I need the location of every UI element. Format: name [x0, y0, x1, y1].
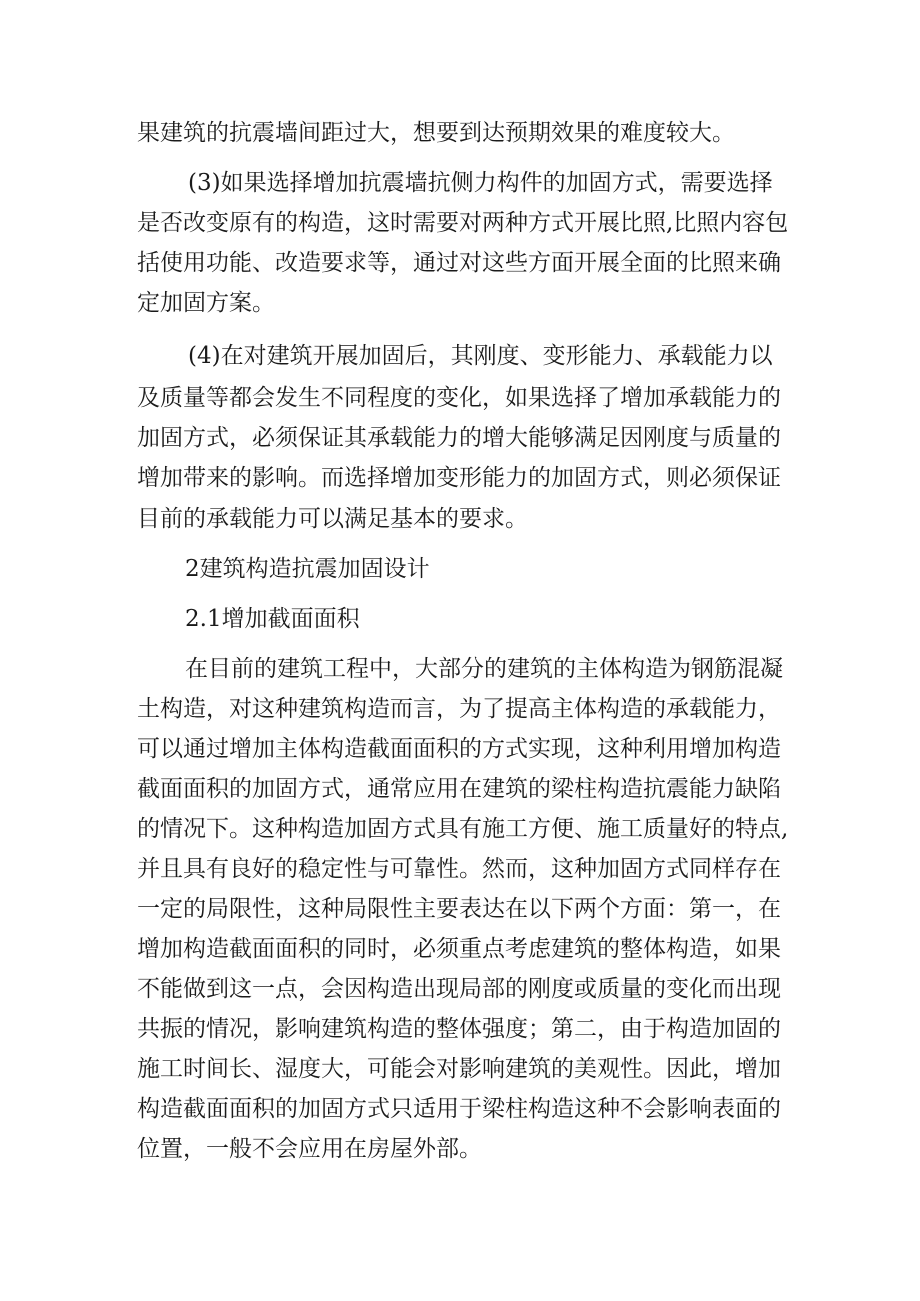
text-line: 括使用功能、改造要求等，通过对这些方面开展全面的比照来确: [137, 250, 781, 276]
text-line: 及质量等都会发生不同程度的变化，如果选择了增加承载能力的: [137, 385, 781, 411]
text-line: 位置，一般不会应用在房屋外部。: [137, 1136, 482, 1162]
text-line: 是否改变原有的构造，这时需要对两种方式开展比照,比照内容包: [137, 210, 789, 236]
text-line: 一定的局限性，这种局限性主要表达在以下两个方面：第一，在: [137, 896, 781, 922]
paragraph-line: 在目前的建筑工程中，大部分的建筑的主体构造为钢筋混凝: [185, 656, 783, 682]
subsection-heading: 2.1增加截面面积: [185, 606, 360, 632]
text-line: 并且具有良好的稳定性与可靠性。然而，这种加固方式同样存在: [137, 856, 781, 882]
text-line: 目前的承载能力可以满足基本的要求。: [137, 506, 528, 532]
text-line: 定加固方案。: [137, 290, 275, 316]
text-line: 共振的情况，影响建筑构造的整体强度；第二，由于构造加固的: [137, 1016, 781, 1042]
paragraph-4-line: (4)在对建筑开展加固后，其刚度、变形能力、承载能力以: [188, 343, 773, 369]
text-line: 不能做到这一点，会因构造出现局部的刚度或质量的变化而出现: [137, 976, 781, 1002]
text-line: 可以通过增加主体构造截面面积的方式实现，这种利用增加构造: [137, 736, 781, 762]
text-line: 果建筑的抗震墙间距过大，想要到达预期效果的难度较大。: [137, 120, 735, 146]
text-line: 的情况下。这种构造加固方式具有施工方便、施工质量好的特点,: [137, 816, 789, 842]
text-line: 增加带来的影响。而选择增加变形能力的加固方式，则必须保证: [137, 465, 781, 491]
paragraph-3-line: (3)如果选择增加抗震墙抗侧力构件的加固方式，需要选择: [188, 170, 773, 196]
section-heading: 2建筑构造抗震加固设计: [185, 556, 430, 582]
text-line: 构造截面面积的加固方式只适用于梁柱构造这种不会影响表面的: [137, 1096, 781, 1122]
text-line: 截面面积的加固方式，通常应用在建筑的梁柱构造抗震能力缺陷: [137, 776, 781, 802]
text-line: 加固方式，必须保证其承载能力的增大能够满足因刚度与质量的: [137, 425, 781, 451]
text-line: 土构造，对这种建筑构造而言，为了提高主体构造的承载能力，: [137, 696, 781, 722]
text-line: 增加构造截面面积的同时，必须重点考虑建筑的整体构造，如果: [137, 936, 781, 962]
text-line: 施工时间长、湿度大，可能会对影响建筑的美观性。因此，增加: [137, 1056, 781, 1082]
